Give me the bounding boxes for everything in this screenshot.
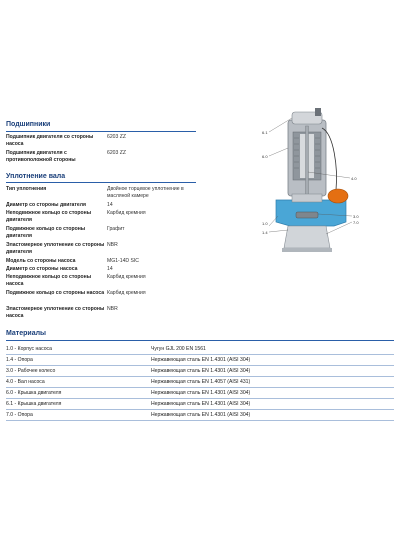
seal-pump-model-value: MG1-14D SIC [107,258,139,264]
material-value-6-0: Нержавеющая сталь EN 1.4301 (AISI 304) [151,390,251,396]
material-part-3-0: 3.0 - Рабочее колесо [6,368,56,374]
seal-type-value: Двойное торцевое уплотнение в масляной камере [107,186,184,199]
material-value-3-0: Нержавеющая сталь EN 1.4301 (AISI 304) [151,368,251,374]
float-switch [328,189,348,203]
callout-4-0: 4.0 [351,176,357,181]
materials-row [6,399,394,410]
seal-type-label: Тип уплотнения [6,186,47,192]
material-part-6-0: 6.0 - Крышка двигателя [6,390,62,396]
callout-1-0: 1.0 [262,221,268,226]
material-part-4-0: 4.0 - Вал насоса [6,379,45,385]
seal-pump-model-label: Модель со стороны насоса [6,258,76,264]
materials-row [6,388,394,399]
callout-1-4: 1.4 [262,230,268,235]
shaft-seal-title: Уплотнение вала [6,173,66,180]
seal-chamber [292,194,322,202]
materials-row [6,366,394,377]
seal-pump-rotating-ring-label: Подвижное кольцо со стороны насоса [6,290,105,296]
seal-pump-rotating-ring-value: Карбид кремния [107,290,146,296]
material-value-6-1: Нержавеющая сталь EN 1.4301 (AISI 304) [151,401,251,407]
seal-motor-fixed-ring-label: Неподвижное кольцо со стороны двигателя [6,210,92,223]
seal-motor-fixed-ring-value: Карбид кремния [107,210,146,216]
materials-row [6,344,394,355]
bearing-opposite-side-label: Подшипник двигателя с противоположной стороны [6,150,76,163]
material-part-1-4: 1.4 - Опора [6,357,33,363]
material-value-1-4: Нержавеющая сталь EN 1.4301 (AISI 304) [151,357,251,363]
materials-row [6,410,394,421]
materials-row [6,355,394,366]
seal-motor-diameter-label: Диаметр со стороны двигателя [6,202,86,208]
bearings-divider [6,131,196,132]
materials-title: Материалы [6,330,47,337]
base-foot [282,248,332,252]
bearing-pump-side-value: 6203 ZZ [107,134,126,140]
pump-cross-section-diagram [262,108,362,280]
materials-row [6,377,394,388]
seal-motor-elastomer-label: Эластомерное уплотнение со стороны двигателя [6,242,105,255]
material-part-6-1: 6.1 - Крышка двигателя [6,401,62,407]
bearings-title: Подшипники [6,121,51,128]
material-value-7-0: Нержавеющая сталь EN 1.4301 (AISI 304) [151,412,251,418]
seal-pump-elastomer-label: Эластомерное уплотнение со стороны насоса [6,306,105,319]
materials-divider [6,340,394,341]
material-part-7-0: 7.0 - Опора [6,412,33,418]
bearing-pump-side-label: Подшипник двигателя со стороны насоса [6,134,94,147]
callout-6-1: 6.1 [262,130,268,135]
material-part-1-0: 1.0 - Корпус насоса [6,346,52,352]
support-base [284,226,330,248]
cable-gland [315,108,321,116]
seal-pump-diameter-value: 14 [107,266,113,272]
bearing-opposite-side-value: 6203 ZZ [107,150,126,156]
material-value-4-0: Нержавеющая сталь EN 1.4057 (AISI 431) [151,379,251,385]
callout-6-0: 6.0 [262,154,268,159]
seal-motor-rotating-ring-label: Подвижное кольцо со стороны двигателя [6,226,86,239]
seal-pump-diameter-label: Диаметр со стороны насоса [6,266,78,272]
seal-pump-fixed-ring-value: Карбид кремния [107,274,146,280]
impeller [296,212,318,218]
seal-motor-elastomer-value: NBR [107,242,118,248]
seal-motor-diameter-value: 14 [107,202,113,208]
material-value-1-0: Чугун GJL 200 EN 1561 [151,346,206,352]
seal-pump-elastomer-value: NBR [107,306,118,312]
seal-motor-rotating-ring-value: Графит [107,226,125,232]
shaft-seal-divider [6,182,196,183]
seal-pump-fixed-ring-label: Неподвижное кольцо со стороны насоса [6,274,92,287]
callout-3-0: 3.0 [353,214,359,219]
callout-7-0: 7.0 [353,220,359,225]
